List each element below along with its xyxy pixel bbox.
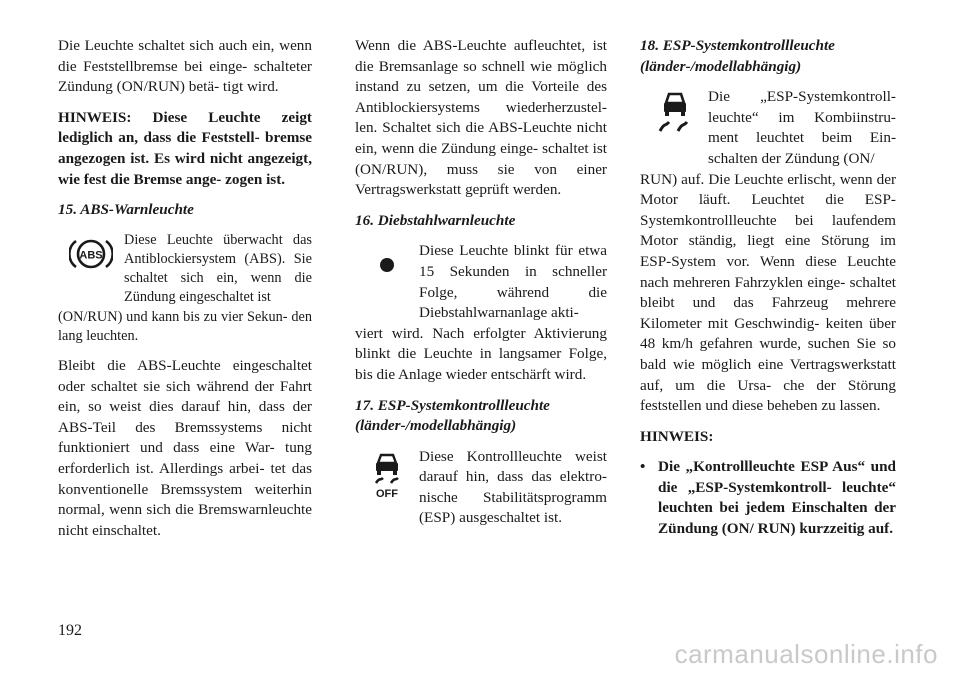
note-label: HINWEIS: xyxy=(640,427,714,445)
svg-text:ABS: ABS xyxy=(79,249,103,262)
heading-esp-system: 18. ESP-Systemkontrollleuchte (länder-/modellabhängig) xyxy=(640,37,835,75)
column-middle xyxy=(355,36,607,529)
theft-indent-block xyxy=(355,241,607,323)
abs-icon xyxy=(58,231,124,308)
svg-text:OFF: OFF xyxy=(376,487,398,499)
esp-description: Die „ESP-Systemkontroll- leuchte“ im Kombiinstru- ment leuchtet beim Ein- schalten der Zündung (ON/ xyxy=(708,88,896,167)
theft-description: Diese Leuchte blinkt für etwa 15 Sekunden in schneller Folge, während die Diebstahlwarnanlage akti- xyxy=(419,242,607,322)
page-number: 192 xyxy=(58,622,82,639)
esp-off-indent-block xyxy=(355,447,607,529)
theft-dot-icon xyxy=(355,241,419,323)
list-item xyxy=(640,457,896,539)
column-right xyxy=(640,36,896,540)
abs-indent-block xyxy=(58,231,312,308)
heading-abs-warning: 15. ABS-Warnleuchte xyxy=(58,201,194,219)
bullet-text: Die „Kontrollleuchte ESP Aus“ und die „ESP-Systemkontroll- leuchte“ leuchten bei jedem Einschalten der Zündung (ON/ RUN) kurzzeitig auf. xyxy=(658,458,896,538)
paragraph-parking-brake: Die Leuchte schaltet sich auch ein, wenn die Feststellbremse bei einge- schalteter Zündung (ON/RUN) betä- tigt wird. xyxy=(58,37,312,96)
esp-description-continued: RUN) auf. Die Leuchte erlischt, wenn der Motor läuft. Leuchtet die ESP- Systemkontrollleuchte bei laufendem Motor ständig, liegt eine Störung im ESP-System vor. Wenn diese Leuchte nach mehreren Fahrzyklen einge- schaltet bleibt und das Fahrzeug mehrere Kilometer mit Geschwindig- keiten über 48 km/h gefahren wurde, suchen Sie so bald wie möglich eine Vertragswerkstatt auf, um die Ursa- che der Störung feststellen und diese beheben zu lassen. xyxy=(640,170,896,415)
paragraph-abs-repair: Wenn die ABS-Leuchte aufleuchtet, ist die Bremsanlage so schnell wie möglich instand zu setzen, um die Vorteile des Antiblockiersystems wiederherzustel- len. Schaltet sich die ABS-Leuchte nicht ein, wenn die Zündung einge- schaltet ist (ON/RUN), muss sie von einer Vertragswerkstatt geprüft werden. xyxy=(355,37,607,199)
column-left xyxy=(58,36,312,551)
abs-description-continued: (ON/RUN) und kann bis zu vier Sekun- den lang leuchten. xyxy=(58,308,312,344)
esp-off-description: Diese Kontrollleuchte weist darauf hin, dass das elektro- nische Stabilitätsprogramm (ESP) ausgeschaltet ist. xyxy=(419,447,607,527)
heading-esp-off: 17. ESP-Systemkontrollleuchte (länder-/modellabhängig) xyxy=(355,396,550,435)
note-parking-brake: HINWEIS: Diese Leuchte zeigt lediglich an, dass die Feststell- bremse angezogen ist. Es wird nicht angezeigt, wie fest die Bremse ange- zogen ist. xyxy=(58,108,312,188)
esp-off-icon xyxy=(355,447,419,529)
paragraph-abs-fault: Bleibt die ABS-Leuchte eingeschaltet oder schaltet sie sich während der Fahrt ein, so weist dies darauf hin, dass der ABS-Teil des Bremssystems nicht funktioniert und dass eine War- tung erforderlich ist. Allerdings arbei- tet das konventionelle Bremssystem weiterhin normal, wenn sich die Bremswarnleuchte nicht einschaltet. xyxy=(58,356,312,539)
heading-theft-warning: 16. Diebstahlwarnleuchte xyxy=(355,211,516,229)
esp-indent-block xyxy=(640,87,896,169)
bullet-symbol: • xyxy=(640,458,646,476)
abs-description: Diese Leuchte überwacht das Antiblockiersystem (ABS). Sie schaltet sich ein, wenn die Zündung eingeschaltet ist xyxy=(124,231,312,306)
theft-description-continued: viert wird. Nach erfolgter Aktivierung blinkt die Leuchte in langsamer Folge, bis die Anlage wieder entschärft wird. xyxy=(355,324,607,383)
watermark: carmanualsonline.info xyxy=(674,639,938,669)
esp-skid-icon xyxy=(640,87,708,169)
